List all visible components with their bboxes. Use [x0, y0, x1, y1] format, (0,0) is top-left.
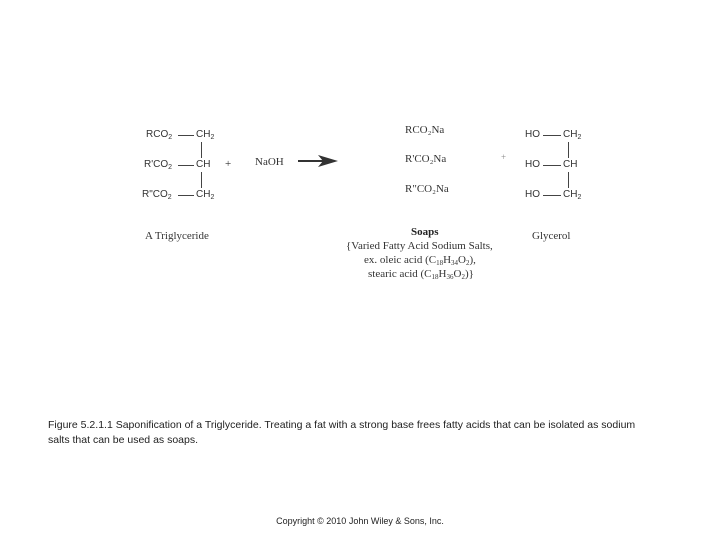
soaps-line-2: ex. oleic acid $(C_{18}H_{34}O_2)$, [364, 254, 476, 267]
glycerol-label: Glycerol [532, 230, 571, 242]
reaction-arrow-icon [298, 154, 340, 168]
glycerol-oh-1: HO [525, 129, 540, 140]
soaps-title: Soaps [411, 226, 439, 238]
bond [178, 135, 194, 136]
plus-sign: + [501, 152, 507, 162]
glycerol-oh-2: HO [525, 159, 540, 170]
triglyceride-carbon-2: CH [196, 159, 211, 170]
soaps-line-3: stearic acid $(C_{18}H_{36}O_2)$} [368, 268, 474, 281]
salt-3: R"CO₂Na [405, 183, 449, 195]
bond [201, 142, 202, 158]
triglyceride-acyl-3: $R"CO_2$ [142, 189, 172, 201]
bond [178, 165, 194, 166]
plus-sign: + [225, 158, 232, 170]
glycerol-carbon-3: $CH_2$ [563, 189, 582, 201]
salt-1: RCO₂Na [405, 124, 445, 136]
reagent-naoh: NaOH [255, 156, 284, 168]
triglyceride-acyl-2: $R'CO_2$ [144, 159, 173, 171]
bond [568, 172, 569, 188]
bond [201, 172, 202, 188]
triglyceride-carbon-3: $CH_2$ [196, 189, 215, 201]
salt-2: R'CO₂Na [405, 153, 447, 165]
bond [543, 135, 561, 136]
triglyceride-acyl-1: $RCO_2$ [146, 129, 173, 141]
glycerol-oh-3: HO [525, 189, 540, 200]
glycerol-carbon-1: $CH_2$ [563, 129, 582, 141]
bond [568, 142, 569, 158]
bond [178, 195, 194, 196]
triglyceride-carbon-1: $CH_2$ [196, 129, 215, 141]
figure-caption: Figure 5.2.1.1 Saponification of a Triglyceride. Treating a fat with a strong base frees fatty acids that can be isolated as sodium salts that can be used as soaps. [48, 419, 636, 446]
glycerol-carbon-2: CH [563, 159, 578, 170]
copyright-notice: Copyright © 2010 John Wiley & Sons, Inc. [276, 516, 444, 526]
bond [543, 195, 561, 196]
bond [543, 165, 561, 166]
soaps-line-1: {Varied Fatty Acid Sodium Salts, [346, 240, 493, 252]
triglyceride-label: A Triglyceride [145, 230, 209, 242]
